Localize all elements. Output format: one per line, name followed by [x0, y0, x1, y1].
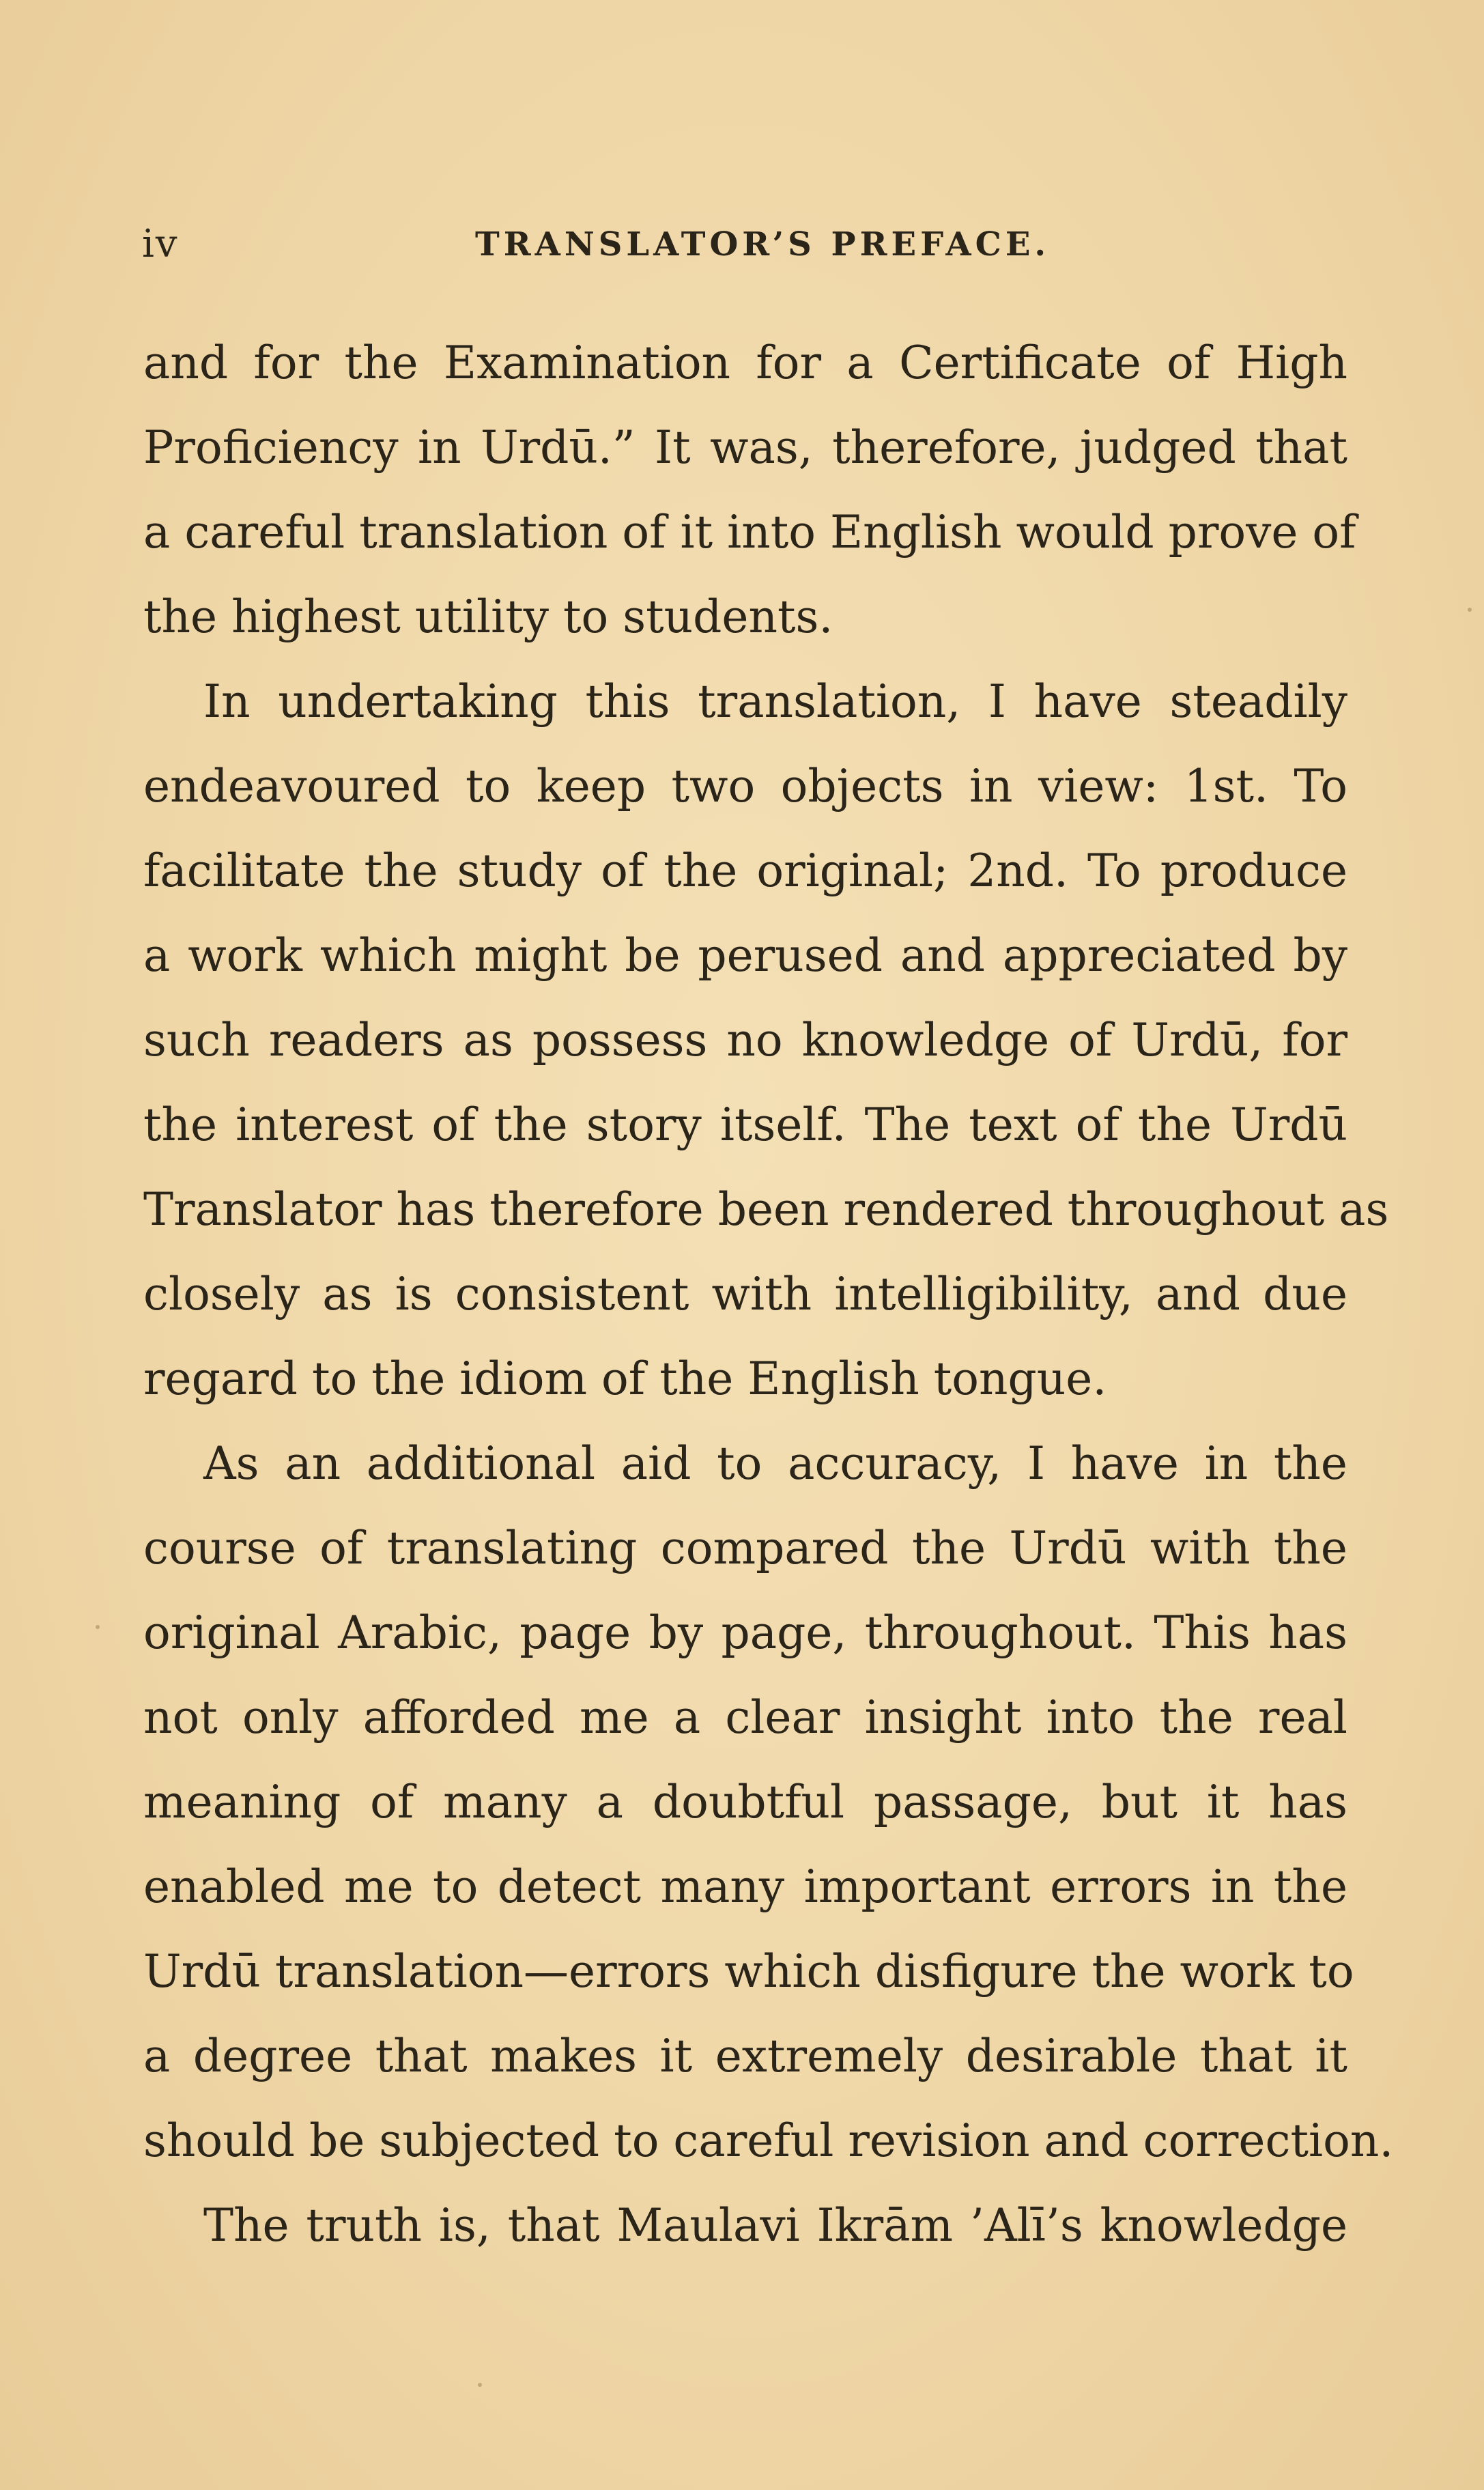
text-line: not only afforded me a clear insight into the real	[143, 1691, 1347, 1744]
text-line: enabled me to detect many important errors in the	[143, 1861, 1347, 1913]
text-line: meaning of many a doubtful passage, but it has	[143, 1776, 1347, 1828]
text-line: Proficiency in Urdū.” It was, therefore, judged that	[143, 421, 1347, 474]
text-line: such readers as possess no knowledge of Urdū, for	[143, 1014, 1347, 1066]
text-line: a work which might be perused and appreciated by	[143, 929, 1347, 982]
text-line: a degree that makes it extremely desirable that it	[143, 2030, 1347, 2082]
text-line: a careful translation of it into English would prove of	[143, 506, 1356, 558]
paper-speck	[478, 2383, 482, 2387]
text-line: In undertaking this translation, I have steadily	[203, 675, 1347, 728]
paper-speck	[96, 1625, 100, 1629]
text-line: should be subjected to careful revision and correction.	[143, 2114, 1394, 2167]
paper-speck	[1468, 608, 1472, 612]
text-line: endeavoured to keep two objects in view: 1st. To	[143, 760, 1347, 812]
page-header	[142, 217, 1350, 272]
text-line: regard to the idiom of the English tongue.	[143, 1353, 1107, 1405]
text-line: original Arabic, page by page, throughout. This has	[143, 1607, 1347, 1659]
text-line: The truth is, that Maulavi Ikrām ’Alī’s knowledge	[203, 2199, 1347, 2252]
text-line: course of translating compared the Urdū with the	[143, 1522, 1347, 1574]
page-number: iv	[142, 222, 179, 266]
text-line: the highest utility to students.	[143, 591, 833, 643]
running-head: TRANSLATOR’S PREFACE.	[475, 225, 1051, 264]
text-line: Urdū translation—errors which disfigure the work to	[143, 1945, 1354, 1998]
text-line: As an additional aid to accuracy, I have in the	[203, 1437, 1347, 1490]
text-line: and for the Examination for a Certificate of High	[143, 337, 1347, 389]
body-text	[143, 321, 1394, 2268]
text-line: closely as is consistent with intelligibility, and due	[143, 1268, 1347, 1320]
text-line: the interest of the story itself. The text of the Urdū	[143, 1099, 1347, 1151]
text-line: facilitate the study of the original; 2nd. To produce	[143, 845, 1347, 897]
text-line: Translator has therefore been rendered throughout as	[143, 1183, 1389, 1236]
